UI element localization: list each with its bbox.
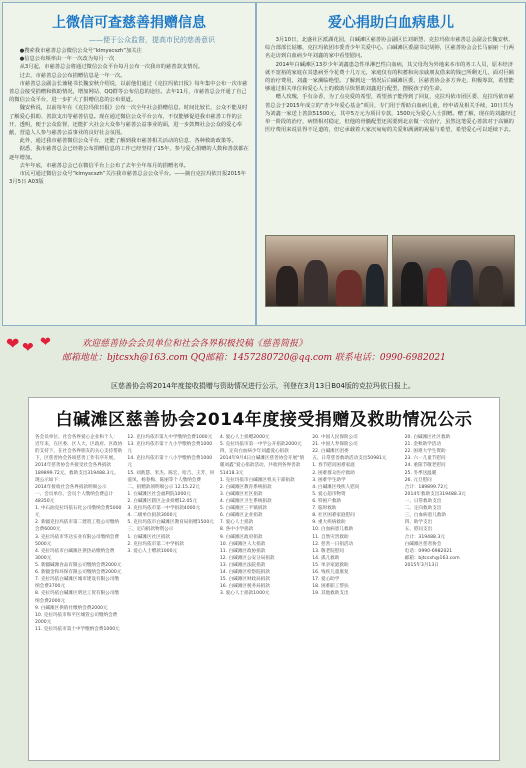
paragraph: 据悉，我市慈善总会已经将公布捐赠信息的工作已经坚持了15年，参与爱心捐赠的人数和善款都在逐年增加。 [9,146,249,161]
report-line: 14. 克拉玛依市第十八小学缴纳会费1000元 [127,456,213,469]
leukemia-aid-title: 爱心捐助白血病患儿 [328,15,454,31]
report-line: 4. 二级单位捐款3000元 [127,513,178,519]
report-line: 2015年3月13日 [404,562,439,568]
report-line: 24. 重阳节敬老慰问 [404,463,446,469]
report-line: 3. 克拉玛依市华达实业有限公司缴纳会费5000元 [35,534,119,547]
report-line: 25. 冬季送温暖 [404,470,437,476]
paragraph: 市民可通过微信公众号“klmyscszh”关注我市慈善总会公众平台。——摘自克拉玛依日报2015年3月5日 A03版 [9,171,247,186]
report-line: 12. 慈善一日捐活动 [312,541,354,547]
report-line: 近年来，在区委、区人大、区政府、区政协的支持下，在社会各界朋友的关心支持帮助下，区慈善协会各项慈善工作有序开展。2014年慈善协会共接受社会各界捐款189899.72元，救助支出319488.3元。 [35,442,123,476]
report-line: 22. 白碱滩区团委 [312,449,349,455]
heart-icon: ❤ [6,334,20,353]
report-line: 4. 白碱滩区卫生系统捐款 [219,498,272,504]
report-line: 电话：0990-6982021 [404,548,453,554]
report-line: 1. 克拉玛依市白碱滩区机关干部捐款 [219,477,295,483]
report-line: 2. 克拉玛依市第二中学捐款 [127,541,184,547]
report-line: 5. 新疆碱滩食品有限公司缴纳会费2000元 [35,562,122,568]
report-line: 9. 白碱滩区政府捐款 [219,534,263,540]
report-line: 6. 特困户救助 [312,498,342,504]
report-line: 13. 白碱滩区法院捐款 [219,562,266,568]
paragraph: 赠人玫瑰，手有余香，为了点亮爱的希望，希望孩子能得到了回复，克拉玛依市团区委、克拉玛依市慈善总会于2015年成立的“青少年爱心基金”项目，专门用于帮助白血病儿童，经申请及相关手续，10日共为为刘鑫一家送上善款51500元，其中5万元为项目专款，1500元为爱心人士捐赠。赠了解，现在的刘鑫经过单一阶段的治疗，病情相对稳定，但他的骨髓配型还需要到北京做一次治疗，虽然这笔爱心善款对于高额的医疗费用来说显得不足道的，但它承载着大家沉甸甸的关爱和满满的祝福与希望，希望爱心可以延续下去。 [265,94,516,134]
visit-photo-1 [265,235,388,307]
report-line: 邮箱：bjtcsxh@163.com [404,555,460,561]
report-line: 合计：189899.72元 [404,484,448,490]
report-line: 14. 白碱滩区检察院捐款 [219,570,270,576]
paragraph: 市慈善总会副会长兼秘书长魏安秋介绍说，以前他们通过《克拉玛依日报》每年集中公布一次市慈善总会接受捐赠和救助情况，增加网站、QQ群等公布信息的途径。去年11月，市慈善总会开通了自己的微信公众平台，进一步扩大了捐赠信息的公布渠道。 [9,80,248,104]
report-column [127,434,215,756]
contact-info: 邮箱地址：bjtcsxh@163.com QQ邮箱：1457280720@qq.com 联系电话：0990-6982021 [62,353,446,363]
leukemia-aid-panel [256,2,526,326]
report-line: 6. 新疆金和环保有限公司缴纳会费2000元 [35,570,122,576]
paragraph: 3月10日，北盛社区派湖花园，白碱滩区慈善协会副区长刘新慧、克拉玛依市慈善总会副会长魏安秋、综合部部长姑娜，克拉玛依团市委青少年关爱中心、白碱滩区委副书记胡婷，区慈善协会会长马丽丽一行两名走访到白血病少年刘鑫的家中看望慰问。 [265,37,514,60]
report-line: 2. 困难群众医疗救助 [312,470,355,476]
report-line: 8. 克拉玛依白碱滩区明达工贸有限公司缴纳会费2000元 [35,591,119,604]
annual-report-clipping [28,397,500,761]
report-line: 20. 中国人民保险公司 [312,435,358,440]
report-line: 2014年9月4日白碱滩区慈善协会开展“情暖刘鑫”爱心捐款活动，共收到各界善款51418.3元 [219,456,305,476]
paragraph: ●搜索我市慈善总会微信公众号“klmyscszh”加关注 [19,48,142,54]
contact-banner [0,328,526,372]
report-line: 11. 克拉玛依市第十中学缴纳会费1000元 [35,626,120,632]
report-line: 12. 白碱滩区公安分局捐款 [219,555,275,561]
report-column [220,434,308,756]
paragraph: 从3月起，市慈善总会将通过微信公众平台每月公布一次我市的慈善款支情况。 [19,64,204,71]
paragraph: 过去，市慈善总会公布捐赠信息是一年一次。 [19,72,126,79]
report-line: 10. 克拉玛依市和平区城管公司缴纳会费2000元 [35,612,118,625]
report-line: 3. 困难学生助学 [312,477,346,483]
report-line: 5. 爱心超市物资 [312,491,346,497]
paragraph: 魏安秋说，以前每年在《克拉玛依日报》公布一次全年社会捐赠信息，时间比较长，公众不能及时了解爱心捐助、善款支出等慈善信息。现在通过微信公众平台公布，不仅能够促进我市慈善工作的公开、透明，便于公众监督，还能扩大社会大众参与慈善公益事业的面，进一步鼓舞社会公众的爱心奉献，营造人人参与慈善公益事业的良好社会氛围。 [9,105,248,137]
report-line: 3. 爱心人士捐款1000元 [219,591,270,597]
report-line: 三、定向捐款物资公示 [127,527,174,533]
paragraph: 去年年底，市慈善总会已在微信平台上公布了去年全年每月的捐赠名单。 [19,162,190,169]
report-line: 22. 困难大学生资助 [404,449,446,455]
report-line: 2014年救助支出319488.3元 [404,491,466,497]
report-line: 11. 自然灾害救助 [312,534,349,540]
report-line: 16. 残疾儿童康复 [312,570,349,576]
heart-icon: ❤ [22,340,34,356]
report-line: 4. 克拉玛依市白碱滩区供热站缴纳会费3000元 [35,548,115,561]
report-line: 6. 白碱滩区企业捐款 [219,513,263,519]
wechat-info-body [3,47,255,186]
report-line: 一、日常救助支出 [404,498,442,504]
report-line: 一、会员单位、会员个人缴纳会费总计48350元 [35,491,114,504]
report-line: 18. 困难职工帮扶 [312,584,349,590]
report-column [405,434,493,756]
report-line: 10. 白血病患儿救助 [312,527,354,533]
report-line: 13. 克拉玛依市第十九小学缴纳会费1000元 [127,442,213,455]
report-line: 五、慰问支出 [404,527,433,533]
report-column [312,434,400,756]
report-line: 四、定向白血病少年刘鑫爱心捐款 [219,449,289,455]
report-line: 1. 中石油克拉玛依石化公司缴纳会费5000元 [35,506,122,519]
submission-invite: 欢迎慈善协会会员单位和社会各界积极投稿《慈善简报》 [82,339,308,349]
report-line: 8. 各中小学捐款 [219,527,254,533]
report-line: 15. 单亲家庭救助 [312,562,349,568]
report-line: 16. 白碱滩区税务局捐款 [219,584,270,590]
report-line: 3. 爱心人士赠款1000元 [127,548,178,554]
wechat-info-panel [2,2,256,326]
report-line: 3. 白碱滩区社区捐款 [219,491,263,497]
report-line: 2. 白碱滩区辖区企业捐赠12.05元 [127,498,197,504]
report-line: 合计：319488.3元 [404,534,445,540]
report-line: 5. 白碱滩区三平镇捐款 [219,506,268,512]
report-line: 现公示如下： [35,477,63,483]
report-title: 白碱滩区慈善协会2014年度接受捐赠及救助情况公示 [55,410,473,430]
report-line: 1. 白碱滩区社会福利院1000元 [127,491,191,497]
photo-strip [265,235,515,307]
report-line: 4. 白碱滩区残疾人慰问 [312,484,360,490]
report-line: 23. 六一儿童节慰问 [404,456,446,462]
report-line: 20. 白碱滩区社区救助 [404,435,451,440]
report-line: 白碱滩区慈善协会 [404,541,442,547]
report-line: 7. 临时救助 [312,506,337,512]
report-line: 各会员单位、社会各界爱心企业和个人： [35,435,118,440]
report-line: 12. 克拉玛依市第九中学缴纳会费1000元 [127,435,213,440]
report-line: 5. 克拉玛依市白碱滩区教育局捐赠1500元 [127,520,214,526]
leukemia-aid-body [257,32,525,134]
report-line: 二、捐赠款项明细公示 12.15.22元 [127,484,200,490]
report-line: 17. 爱心助学 [312,577,340,583]
report-column [35,434,123,756]
report-line: 9. 重大疾病救助 [312,520,346,526]
visit-photo-2 [392,235,515,307]
report-line: 14. 孤儿救助 [312,555,340,561]
paragraph: ●信息公布频率由一年一次改为每月一次 [19,56,115,63]
wechat-info-subtitle: ——便于公众监督，提高市民的慈善意识 [89,36,215,44]
paragraph: 2014年白碱滩区13岁少年刘鑫患急性单淋巴性白血病，其父母均为外地来本市的务工人员，原本经济就不宽裕的家庭在其患病至今花费十几万元，家庭仅有的积蓄和向亲戚朋友借来的钱已所剩无几，面对巨额的治疗费用，刘鑫一家濒临绝望。了解到这一情况后白碱滩区委、区慈善协会多方奔走，积极筹款，希望能够通过相关单位和爱心人士的救助尽快帮助刘鑫进行配型，摆脱孩子的生命。 [265,61,514,93]
wechat-info-title: 上微信可查慈善捐赠信息 [52,15,206,31]
report-line: 3. 克拉玛依市第一中学捐款4000元 [127,506,201,512]
report-line: 2014年接收社会各界捐款明细公示 [35,484,107,490]
report-line: 五、日常慈善救助活动支出50981元 [312,456,387,462]
report-line: 2. 白碱滩区教育系统捐款 [219,484,272,490]
report-line: 21. 中国人寿保险公司 [312,442,358,448]
report-line: 13. 敬老院慰问 [312,548,344,554]
report-line: 四、助学支出 [404,520,433,526]
report-line: 7. 克拉玛依白碱滩区城市建设有限公司缴纳会费3700元 [35,577,119,590]
report-line: 5. 克拉玛依市第一中学公开捐款2000元 [219,442,302,448]
report-line: 1. 春节慰问困难家庭 [312,463,355,469]
report-line: 15. 刘新慧、米杰、陈宏、哈吉、王芳、何爱凤、杨春梅、陈丽等个人缴纳会费 [127,470,215,483]
heart-icon: ❤ [40,335,51,350]
report-columns [35,434,493,756]
report-line: 7. 爱心人士捐款 [219,520,254,526]
report-line: 1. 白碱滩区社区捐款 [127,534,171,540]
report-line: 19. 其他救助支出 [312,591,349,597]
report-line: 10. 白碱滩区人大捐款 [219,541,266,547]
report-line: 8. 社区困难家庭慰问 [312,513,355,519]
report-line: 9. 白碱滩区供销社缴纳会费2000元 [35,605,108,611]
paragraph: 此外，通过我市慈善微信公众平台，还能了解到我市慈善相关活动的信息、各种救助政策等。 [19,138,237,145]
publication-notice: 区慈善协会将2014年度接收捐赠与资助情况进行公示，刊登在3月13日B04版的克拉玛依日报上。 [111,382,415,390]
report-line: 三、白血病患儿救助 [404,513,446,519]
report-line: 2. 新疆克拉玛依市第二建筑工程公司缴纳会费6000元 [35,520,119,533]
report-line: 15. 白碱滩区财政局捐款 [219,577,270,583]
report-line: 21. 金秋助学活动 [404,442,441,448]
report-line: 二、定向救助支出 [404,506,442,512]
report-line: 26. 元旦慰问 [404,477,432,483]
report-line: 11. 白碱滩区政协捐款 [219,548,266,554]
report-line: 4. 爱心人士捐赠2000元 [219,435,270,440]
